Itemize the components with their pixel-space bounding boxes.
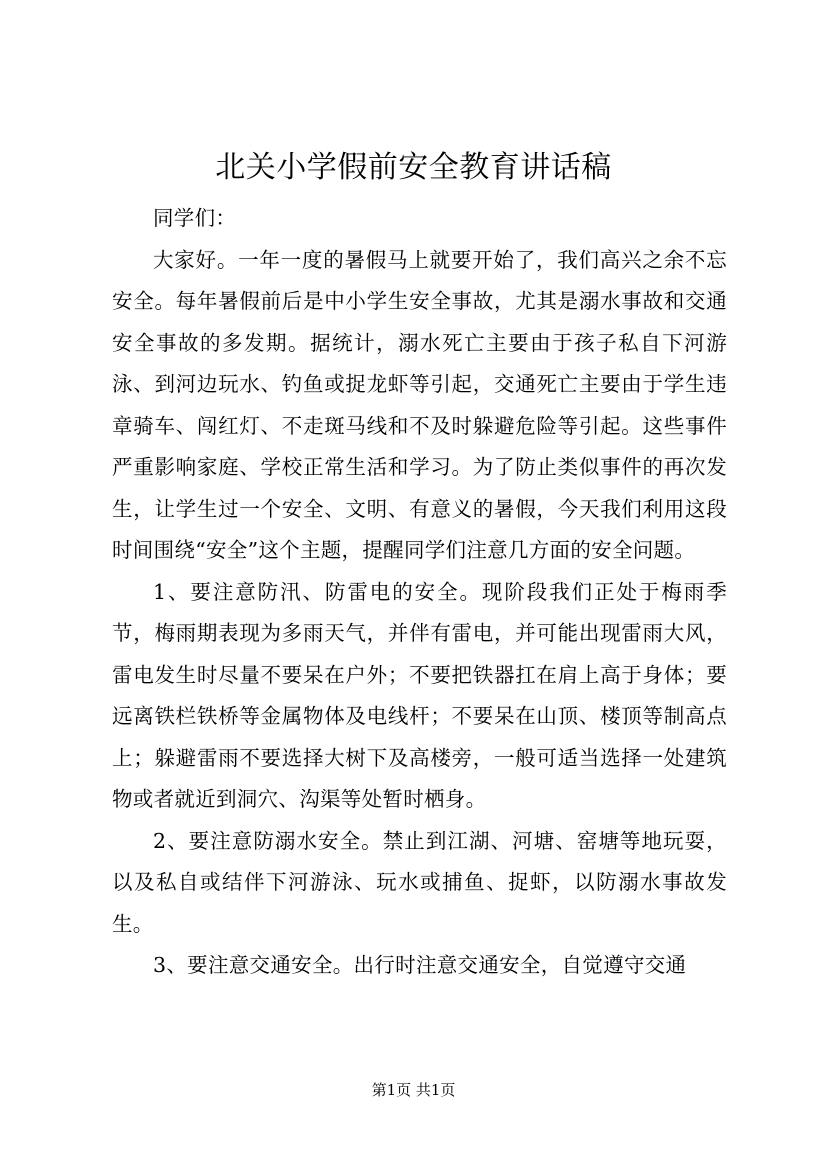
greeting-paragraph: 同学们： <box>153 206 237 230</box>
flood-lightning-paragraph: 1、要注意防汛、防雷电的安全。现阶段我们正处于梅雨季节，梅雨期表现为多雨天气，并伴有雷电，并可能出现雷雨大风，雷电发生时尽量不要呆在户外；不要把铁器扛在肩上高于身体；要远离铁栏铁桥等金属物体及电线杆；不要呆在山顶、楼顶等制高点上；躲避雷雨不要选择大树下及高楼旁，一般可适当选择一处建筑物或者就近到洞穴、沟渠等处暂时栖身。 <box>112 579 727 811</box>
document-body <box>112 198 727 987</box>
traffic-paragraph: 3、要注意交通安全。出行时注意交通安全，自觉遵守交通 <box>153 953 687 977</box>
drowning-paragraph: 2、要注意防溺水安全。禁止到江湖、河塘、窑塘等地玩耍，以及私自或结伴下河游泳、玩水或捕鱼、捉虾，以防溺水事故发生。 <box>112 828 727 936</box>
intro-paragraph: 大家好。一年一度的暑假马上就要开始了，我们高兴之余不忘安全。每年暑假前后是中小学生安全事故，尤其是溺水事故和交通安全事故的多发期。据统计，溺水死亡主要由于孩子私自下河游泳、到河边玩水、钓鱼或捉龙虾等引起，交通死亡主要由于学生违章骑车、闯红灯、不走斑马线和不及时躲避危险等引起。这些事件严重影响家庭、学校正常生活和学习。为了防止类似事件的再次发生，让学生过一个安全、文明、有意义的暑假，今天我们利用这段时间围绕“安全”这个主题，提醒同学们注意几方面的安全问题。 <box>112 247 727 562</box>
document-title: 北关小学假前安全教育讲话稿 <box>215 150 612 185</box>
page-number-footer: 第1页 共1页 <box>371 1081 456 1099</box>
